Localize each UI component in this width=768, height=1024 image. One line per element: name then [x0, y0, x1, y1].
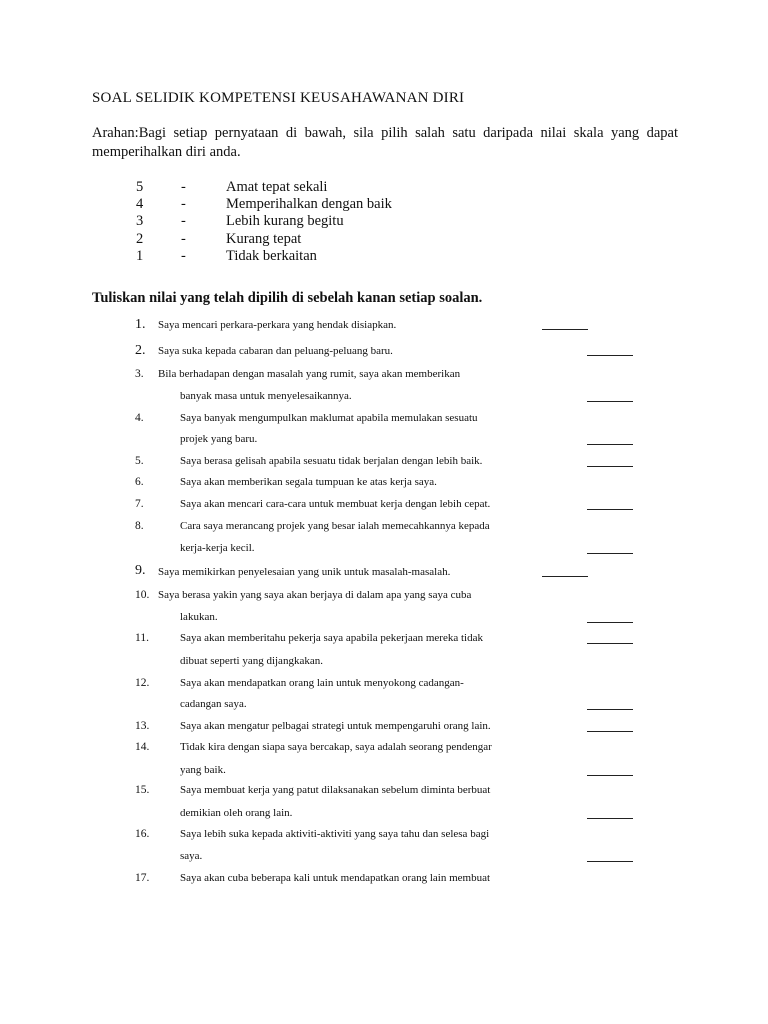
question-text: Saya berasa gelisah apabila sesuatu tidak berjalan dengan lebih baik.	[180, 455, 483, 467]
question-text-continued: projek yang baru.	[180, 433, 258, 445]
question-text-continued: lakukan.	[180, 611, 218, 623]
question-text: Cara saya merancang projek yang besar ialah memecahkannya kepada	[180, 520, 490, 532]
question-text-continued: kerja-kerja kecil.	[180, 542, 255, 554]
question-text: Saya mencari perkara-perkara yang hendak disiapkan.	[158, 319, 397, 331]
question-number: 16.	[135, 828, 150, 840]
question-number: 9.	[135, 563, 146, 578]
scale-label: Lebih kurang begitu	[226, 213, 344, 229]
write-instruction: Tuliskan nilai yang telah dipilih di sebelah kanan setiap soalan.	[92, 290, 483, 306]
scale-label: Kurang tepat	[226, 231, 302, 247]
scale-dash: -	[181, 196, 186, 212]
question-number: 5.	[135, 455, 144, 467]
question-text: Saya memikirkan penyelesaian yang unik untuk masalah-masalah.	[158, 566, 451, 578]
question-number: 1.	[135, 317, 146, 332]
answer-blank[interactable]	[542, 576, 588, 577]
question-text: Saya akan mencari cara-cara untuk membuat kerja dengan lebih cepat.	[180, 498, 491, 510]
question-text: Bila berhadapan dengan masalah yang rumit, saya akan memberikan	[158, 368, 461, 380]
scale-dash: -	[181, 179, 186, 195]
question-text-continued: saya.	[180, 850, 203, 862]
scale-value: 3	[136, 213, 144, 229]
question-number: 11.	[135, 632, 149, 644]
question-number: 7.	[135, 498, 144, 510]
scale-value: 5	[136, 179, 144, 195]
scale-dash: -	[181, 248, 186, 264]
question-number: 8.	[135, 520, 144, 532]
document-title: SOAL SELIDIK KOMPETENSI KEUSAHAWANAN DIRI	[92, 90, 465, 106]
question-text: Saya berasa yakin yang saya akan berjaya di dalam apa yang saya cuba	[158, 589, 472, 601]
scale-label: Tidak berkaitan	[226, 248, 317, 264]
question-text: Saya suka kepada cabaran dan peluang-peluang baru.	[158, 345, 393, 357]
question-number: 10.	[135, 589, 150, 601]
question-text-continued: cadangan saya.	[180, 698, 247, 710]
answer-blank[interactable]	[587, 643, 633, 644]
answer-blank[interactable]	[587, 444, 633, 445]
answer-blank[interactable]	[542, 329, 588, 330]
question-text: Saya banyak mengumpulkan maklumat apabila memulakan sesuatu	[180, 412, 478, 424]
scale-dash: -	[181, 213, 186, 229]
question-number: 17.	[135, 872, 150, 884]
scale-label: Memperihalkan dengan baik	[226, 196, 392, 212]
question-text: Saya akan memberikan segala tumpuan ke atas kerja saya.	[180, 476, 437, 488]
answer-blank[interactable]	[587, 775, 633, 776]
question-text: Tidak kira dengan siapa saya bercakap, saya adalah seorang pendengar	[180, 741, 492, 753]
scale-value: 1	[136, 248, 144, 264]
question-text: Saya membuat kerja yang patut dilaksanakan sebelum diminta berbuat	[180, 784, 491, 796]
scale-dash: -	[181, 231, 186, 247]
question-text-continued: dibuat seperti yang dijangkakan.	[180, 655, 323, 667]
answer-blank[interactable]	[587, 861, 633, 862]
answer-blank[interactable]	[587, 818, 633, 819]
question-text-continued: yang baik.	[180, 764, 226, 776]
question-text: Saya akan mendapatkan orang lain untuk menyokong cadangan-	[180, 677, 464, 689]
question-number: 2.	[135, 343, 146, 358]
question-number: 15.	[135, 784, 150, 796]
question-text-continued: banyak masa untuk menyelesaikannya.	[180, 390, 352, 402]
answer-blank[interactable]	[587, 553, 633, 554]
question-number: 13.	[135, 720, 150, 732]
scale-value: 2	[136, 231, 144, 247]
answer-blank[interactable]	[587, 466, 633, 467]
question-text: Saya akan mengatur pelbagai strategi untuk mempengaruhi orang lain.	[180, 720, 491, 732]
answer-blank[interactable]	[587, 709, 633, 710]
answer-blank[interactable]	[587, 731, 633, 732]
question-number: 12.	[135, 677, 150, 689]
question-number: 14.	[135, 741, 150, 753]
question-text-continued: demikian oleh orang lain.	[180, 807, 293, 819]
scale-value: 4	[136, 196, 144, 212]
question-number: 6.	[135, 476, 144, 488]
question-number: 4.	[135, 412, 144, 424]
question-number: 3.	[135, 368, 144, 380]
answer-blank[interactable]	[587, 401, 633, 402]
question-text: Saya akan memberitahu pekerja saya apabila pekerjaan mereka tidak	[180, 632, 483, 644]
answer-blank[interactable]	[587, 622, 633, 623]
question-text: Saya lebih suka kepada aktiviti-aktiviti yang saya tahu dan selesa bagi	[180, 828, 490, 840]
answer-blank[interactable]	[587, 509, 633, 510]
question-text: Saya akan cuba beberapa kali untuk mendapatkan orang lain membuat	[180, 872, 491, 884]
answer-blank[interactable]	[587, 355, 633, 356]
instructions-paragraph: Arahan:Bagi setiap pernyataan di bawah, sila pilih salah satu daripada nilai skala yang dapat memperihalkan diri anda.	[92, 125, 678, 160]
scale-label: Amat tepat sekali	[226, 179, 328, 195]
